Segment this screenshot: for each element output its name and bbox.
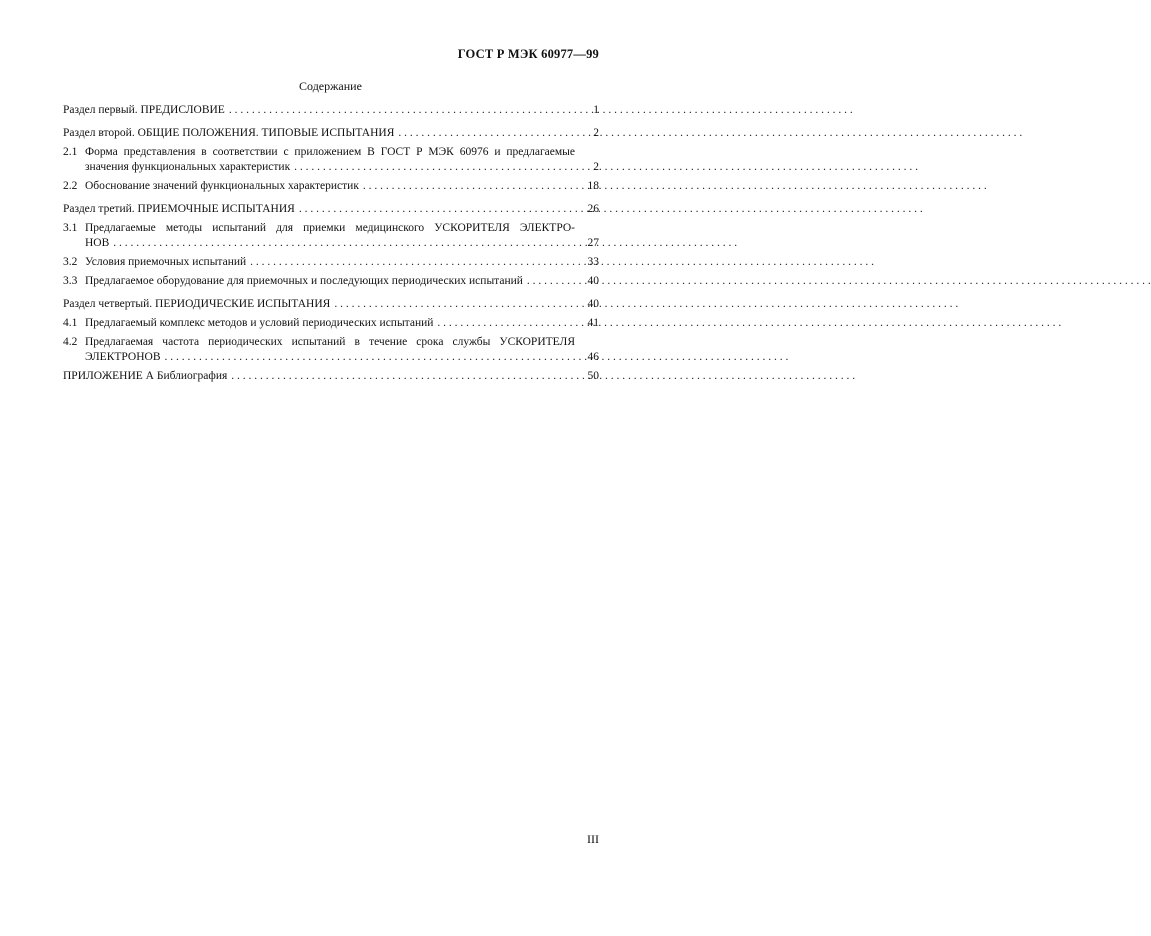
toc-leader-dots	[229, 103, 575, 118]
toc-leader-dots	[398, 126, 575, 141]
toc-entry-title: ЭЛЕКТРОНОВ	[85, 351, 161, 363]
toc-entry[interactable]	[63, 126, 599, 141]
toc-entry-page: 27	[587, 237, 599, 249]
toc-entry-title: Предлагаемая частота периодических испытаний в течение срока службы УСКОРИТЕЛЯ	[85, 336, 575, 348]
toc-entry-title: НОВ	[85, 237, 110, 249]
toc-entry[interactable]	[63, 103, 599, 118]
toc-entry-title: Предлагаемые методы испытаний для приемки медицинского УСКОРИТЕЛЯ ЭЛЕКТРО-	[85, 222, 575, 234]
toc-entry-title: Условия приемочных испытаний	[85, 256, 247, 268]
toc-entry-page: 26	[587, 203, 599, 215]
toc-entry[interactable]	[63, 145, 599, 175]
toc-entry-page: 2	[593, 161, 599, 173]
toc-entry-number: 3.2	[63, 256, 78, 268]
toc-entry-page: 40	[587, 275, 599, 287]
table-of-contents	[63, 103, 599, 384]
toc-entry-page: 2	[593, 127, 599, 139]
toc-entry-number: 2.1	[63, 146, 78, 158]
toc-entry-number: 4.2	[63, 336, 78, 348]
toc-entry[interactable]	[63, 316, 599, 331]
toc-entry[interactable]	[63, 221, 599, 251]
page-number: III	[587, 832, 599, 846]
toc-entry-page: 33	[587, 256, 599, 268]
toc-entry[interactable]	[63, 335, 599, 365]
toc-entry-title: Форма представления в соответствии с приложением В ГОСТ Р МЭК 60976 и предлагаемые	[85, 146, 575, 158]
toc-entry-page: 18	[587, 180, 599, 192]
toc-leader-dots	[113, 236, 575, 251]
toc-entry-page: 50	[587, 370, 599, 382]
toc-leader-dots	[165, 350, 575, 365]
toc-entry-title: значения функциональных характеристик	[85, 161, 291, 173]
toc-leader-dots	[294, 160, 575, 175]
toc-entry-number: 3.1	[63, 222, 78, 234]
toc-entry[interactable]	[63, 255, 599, 270]
toc-leader-dots	[299, 202, 575, 217]
document-code: ГОСТ Р МЭК 60977—99	[457, 47, 599, 61]
toc-entry-title: Обоснование значений функциональных характеристик	[85, 180, 359, 192]
toc-leader-dots	[250, 255, 575, 270]
toc-entry-number: 4.1	[63, 317, 78, 329]
toc-leader-dots	[231, 369, 575, 384]
toc-entry-number: 2.2	[63, 180, 78, 192]
toc-entry[interactable]	[63, 297, 599, 312]
toc-entry-title: Раздел четвертый. ПЕРИОДИЧЕСКИЕ ИСПЫТАНИЯ	[63, 298, 331, 310]
toc-entry-title: Раздел первый. ПРЕДИСЛОВИЕ	[63, 104, 225, 116]
toc-entry-page: 41	[587, 317, 599, 329]
toc-leader-dots	[363, 179, 575, 194]
toc-entry-title: Предлагаемое оборудование для приемочных и последующих периодических испытаний	[85, 275, 523, 287]
toc-entry[interactable]	[63, 274, 599, 289]
toc-leader-dots	[334, 297, 575, 312]
toc-title: Содержание	[299, 79, 362, 93]
toc-entry[interactable]	[63, 202, 599, 217]
toc-entry[interactable]	[63, 369, 599, 384]
toc-entry-title: Предлагаемый комплекс методов и условий периодических испытаний	[85, 317, 434, 329]
toc-entry-page: 1	[593, 104, 599, 116]
toc-entry-page: 46	[587, 351, 599, 363]
toc-entry-number: 3.3	[63, 275, 78, 287]
toc-entry[interactable]	[63, 179, 599, 194]
toc-entry-page: 40	[587, 298, 599, 310]
toc-entry-title: ПРИЛОЖЕНИЕ А Библиография	[63, 370, 228, 382]
toc-leader-dots	[437, 316, 575, 331]
toc-entry-title: Раздел второй. ОБЩИЕ ПОЛОЖЕНИЯ. ТИПОВЫЕ ИСПЫТАНИЯ	[63, 127, 395, 139]
toc-leader-dots	[527, 274, 575, 289]
toc-entry-title: Раздел третий. ПРИЕМОЧНЫЕ ИСПЫТАНИЯ	[63, 203, 295, 215]
